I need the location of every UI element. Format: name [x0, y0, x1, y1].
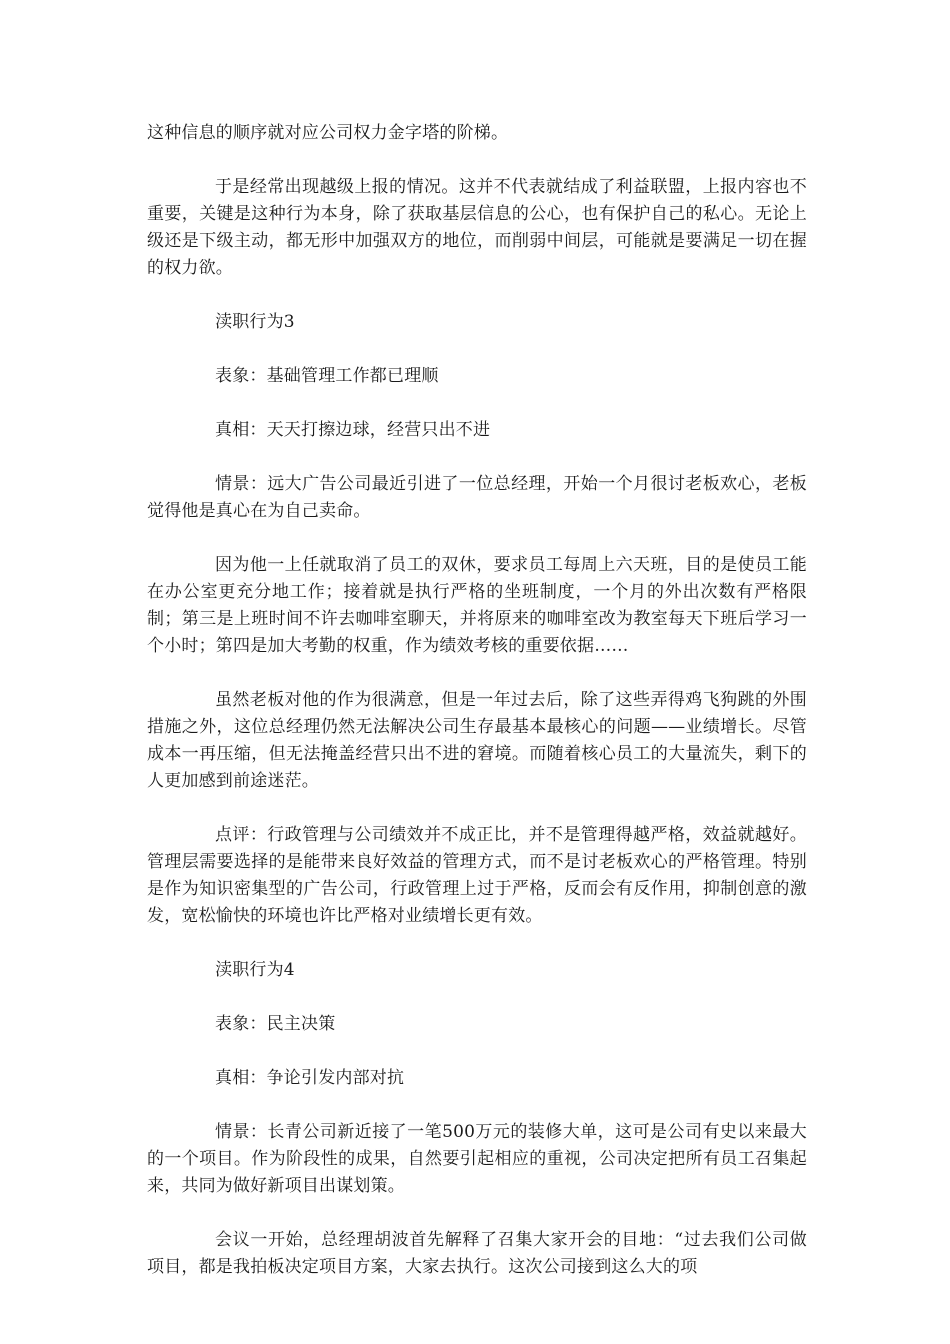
document-body — [147, 120, 807, 1281]
scenario-paragraph-4: 情景：长青公司新近接了一笔500万元的装修大单，这可是公司有史以来最大的一个项目。作为阶段性的成果，自然要引起相应的重视，公司决定把所有员工召集起来，共同为做好新项目出谋划策。 — [147, 1122, 807, 1196]
truth-line-3: 真相：天天打擦边球，经营只出不进 — [215, 420, 491, 440]
paragraph-meeting-opening: 会议一开始，总经理胡波首先解释了召集大家开会的目地：“过去我们公司做项目，都是我拍板决定项目方案，大家去执行。这次公司接到这么大的项 — [147, 1230, 807, 1277]
paragraph-pyramid-order: 这种信息的顺序就对应公司权力金字塔的阶梯。 — [147, 123, 509, 143]
paragraph-performance-outcome: 虽然老板对他的作为很满意，但是一年过去后，除了这些弄得鸡飞狗跳的外围措施之外，这位总经理仍然无法解决公司生存最基本最核心的问题——业绩增长。尽管成本一再压缩，但无法掩盖经营只出不进的窘境。而随着核心员工的大量流失，剩下的人更加感到前途迷茫。 — [147, 690, 807, 791]
section-heading-misconduct-4: 渎职行为4 — [215, 960, 295, 980]
section-heading-misconduct-3: 渎职行为3 — [215, 312, 295, 332]
truth-line-4: 真相：争论引发内部对抗 — [215, 1068, 405, 1088]
scenario-paragraph-3: 情景：远大广告公司最近引进了一位总经理，开始一个月很讨老板欢心，老板觉得他是真心在为自己卖命。 — [147, 474, 807, 521]
appearance-line-3: 表象：基础管理工作都已理顺 — [215, 366, 439, 386]
appearance-line-4: 表象：民主决策 — [215, 1014, 336, 1034]
paragraph-skip-level-reporting: 于是经常出现越级上报的情况。这并不代表就结成了利益联盟，上报内容也不重要，关键是这种行为本身，除了获取基层信息的公心，也有保护自己的私心。无论上级还是下级主动，都无形中加强双方的地位，而削弱中间层，可能就是要满足一切在握的权力欲。 — [147, 177, 807, 278]
paragraph-strict-measures: 因为他一上任就取消了员工的双休，要求员工每周上六天班，目的是使员工能在办公室更充分地工作；接着就是执行严格的坐班制度，一个月的外出次数有严格限制；第三是上班时间不许去咖啡室聊天，并将原来的咖啡室改为教室每天下班后学习一个小时；第四是加大考勤的权重，作为绩效考核的重要依据…… — [147, 555, 807, 656]
commentary-paragraph-3: 点评：行政管理与公司绩效并不成正比，并不是管理得越严格，效益就越好。管理层需要选择的是能带来良好效益的管理方式，而不是讨老板欢心的严格管理。特别是作为知识密集型的广告公司，行政管理上过于严格，反而会有反作用，抑制创意的激发，宽松愉快的环境也许比严格对业绩增长更有效。 — [147, 825, 807, 926]
